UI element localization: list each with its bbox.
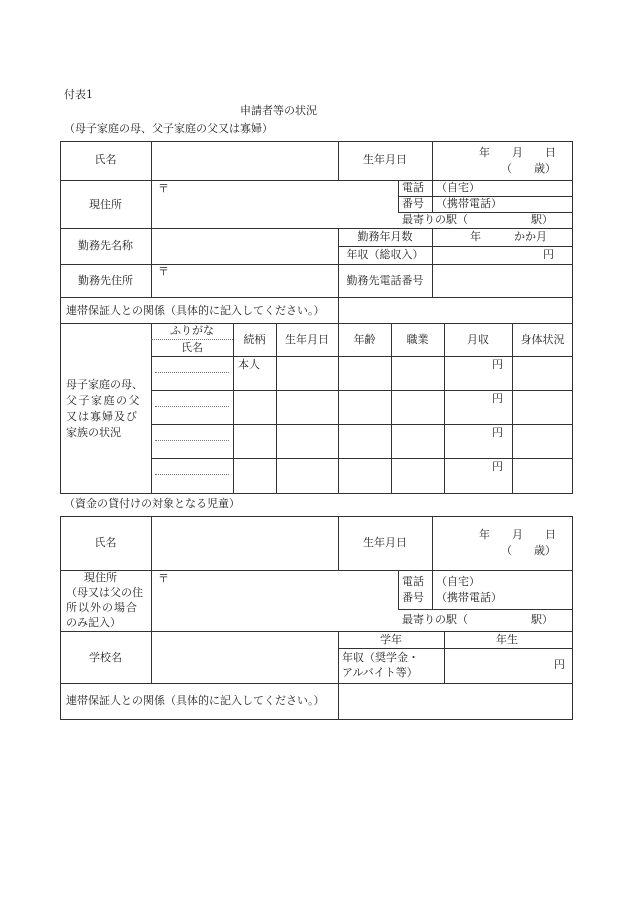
child-income-yen: 円	[554, 658, 565, 671]
applicant-name-label: 氏名	[94, 153, 117, 166]
child-phone-mobile[interactable]: （携帯電話）	[436, 591, 502, 604]
tenure-label: 勤務年月数	[357, 230, 413, 243]
form-number: 付表1	[64, 88, 93, 101]
child-phone-home[interactable]: （自宅）	[436, 575, 480, 588]
child-address-field[interactable]	[152, 571, 397, 630]
child-station-label: 最寄りの駅（	[402, 613, 468, 626]
applicant-birth-label: 生年月日	[363, 153, 407, 166]
employer-name-field[interactable]	[152, 229, 337, 263]
school-field[interactable]	[152, 632, 337, 682]
phone-mobile[interactable]: （携帯電話）	[436, 197, 502, 210]
grade-value[interactable]: 年生	[496, 633, 518, 646]
guarantor-relation-label: 連帯保証人との関係（具体的に記入してください。）	[66, 304, 325, 317]
row4-yen: 円	[492, 460, 503, 473]
child-phone-label: 電話	[402, 575, 424, 588]
applicant-address-field[interactable]	[152, 181, 397, 227]
col-health: 身体状況	[520, 333, 565, 346]
grade-label: 学年	[380, 633, 402, 646]
family-side-label-3: 又は寡婦及び	[66, 410, 138, 423]
tenure-value[interactable]: 年 かか月	[470, 230, 547, 243]
family-side-label-2: 父子家庭の父	[66, 394, 141, 407]
child-income-label-2: アルバイト等）	[342, 666, 418, 679]
child-birth-label: 生年月日	[363, 536, 407, 549]
guarantor-relation-field[interactable]	[339, 298, 572, 322]
section-heading-child: （資金の貸付けの対象となる児童）	[64, 497, 240, 510]
col-age: 年齢	[353, 333, 376, 346]
employer-address-label: 勤務先住所	[78, 274, 133, 287]
col-job: 職業	[406, 333, 429, 346]
child-guarantor-field[interactable]	[339, 684, 572, 719]
income-label: 年収（総収入）	[346, 248, 424, 261]
child-phone-label-2: 番号	[402, 591, 424, 604]
employer-phone-field[interactable]	[433, 265, 572, 296]
child-address-note-1: （母又は父の住	[66, 586, 143, 599]
applicant-address-label: 現住所	[89, 198, 122, 211]
row1-yen: 円	[492, 358, 503, 371]
child-address-note-3: のみ記入）	[66, 616, 121, 629]
family-side-label-4: 家族の状況	[66, 426, 121, 439]
phone-home[interactable]: （自宅）	[436, 181, 480, 194]
postal-mark: 〒	[158, 182, 169, 195]
school-label: 学校名	[89, 651, 122, 664]
child-income-label-1: 年収（奨学金・	[342, 651, 419, 664]
applicant-birth-date[interactable]: 年 月 日	[479, 146, 556, 159]
phone-label-2: 番号	[402, 197, 424, 210]
row3-yen: 円	[492, 426, 503, 439]
self-relation: 本人	[238, 358, 260, 371]
child-age[interactable]: （ 歳）	[501, 544, 556, 557]
income-yen: 円	[543, 248, 554, 261]
row2-yen: 円	[492, 392, 503, 405]
col-relation: 続柄	[243, 333, 266, 346]
child-guarantor-label: 連帯保証人との関係（具体的に記入してください。）	[66, 694, 325, 707]
child-postal-mark: 〒	[158, 572, 169, 585]
employer-postal-mark: 〒	[158, 265, 169, 278]
col-name: 氏名	[181, 341, 203, 354]
child-address-label: 現住所	[84, 571, 117, 584]
family-side-label-1: 母子家庭の母、	[66, 378, 143, 391]
employer-name-label: 勤務先名称	[78, 239, 133, 252]
section-heading-applicant: （母子家庭の母、父子家庭の父又は寡婦）	[64, 122, 273, 135]
col-furigana: ふりがな	[170, 324, 214, 337]
child-name-label: 氏名	[94, 536, 117, 549]
applicant-age[interactable]: （ 歳）	[501, 162, 556, 175]
child-birth-date[interactable]: 年 月 日	[479, 528, 556, 541]
nearest-station-suffix: 駅）	[531, 213, 553, 226]
phone-label: 電話	[402, 181, 424, 194]
applicant-name-field[interactable]	[152, 142, 337, 179]
child-station-suffix: 駅）	[531, 613, 553, 626]
employer-address-field[interactable]	[152, 265, 337, 296]
page-title: 申請者等の状況	[240, 104, 317, 117]
child-address-note-2: 所以外の場合	[66, 601, 138, 614]
child-name-field[interactable]	[152, 517, 337, 569]
nearest-station-label: 最寄りの駅（	[402, 213, 468, 226]
col-income: 月収	[467, 333, 489, 346]
employer-phone-label: 勤務先電話番号	[346, 274, 424, 287]
col-birth: 生年月日	[285, 333, 329, 346]
